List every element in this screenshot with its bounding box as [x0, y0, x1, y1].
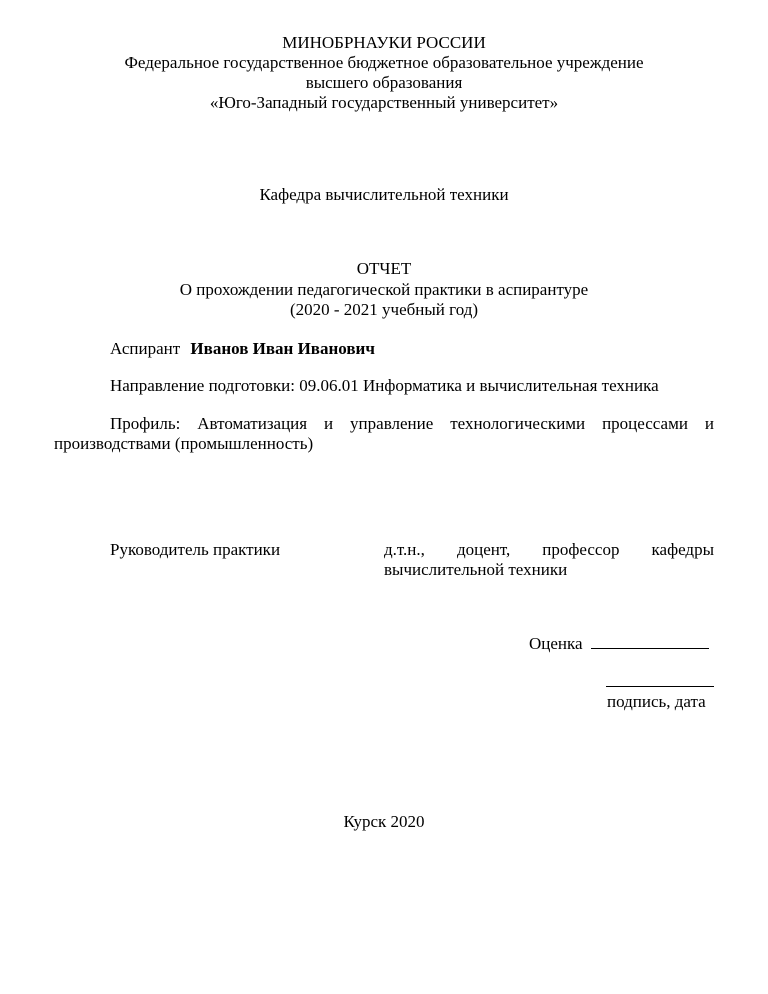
report-year: (2020 - 2021 учебный год) [289, 300, 479, 319]
student-name: Иванов Иван Иванович [190, 339, 375, 358]
supervisor-word: д.т.н., [384, 540, 425, 559]
supervisor-word: кафедры [651, 540, 714, 559]
signature-label: подпись, дата [607, 692, 706, 711]
city-year: Курск 2020 [343, 812, 425, 831]
university-name: «Юго-Западный государственный университет» [209, 93, 559, 112]
supervisor-label: Руководитель практики [110, 540, 281, 559]
report-subtitle: О прохождении педагогической практики в аспирантуре [179, 280, 589, 299]
profile-line-2: производствами (промышленность) [54, 434, 314, 453]
profile-word: и [704, 414, 714, 433]
profile-word: и [324, 414, 334, 433]
supervisor-word: профессор [542, 540, 620, 559]
student-label: Аспирант [110, 339, 181, 358]
institution-line-1: Федеральное государственное бюджетное образовательное учреждение [124, 53, 644, 72]
department-name: Кафедра вычислительной техники [259, 185, 509, 204]
profile-word: управление [350, 414, 434, 433]
profile-word: Профиль: [110, 414, 181, 433]
student-row [110, 339, 375, 359]
signature-blank-line [606, 686, 714, 687]
direction-line: Направление подготовки: 09.06.01 Информатика и вычислительная техника [110, 376, 659, 395]
report-title: ОТЧЕТ [356, 259, 412, 278]
supervisor-title-line-1 [384, 540, 714, 560]
profile-line-1 [110, 414, 714, 434]
ministry-line: МИНОБРНАУКИ РОССИИ [282, 33, 486, 52]
grade-row [529, 634, 709, 654]
grade-label: Оценка [529, 634, 583, 653]
grade-blank-line [591, 634, 709, 649]
supervisor-word: доцент, [456, 540, 511, 559]
profile-word: технологическими [450, 414, 586, 433]
profile-word: Автоматизация [197, 414, 308, 433]
institution-line-2: высшего образования [305, 73, 463, 92]
supervisor-title-line-2: вычислительной техники [384, 560, 568, 579]
profile-word: процессами [602, 414, 688, 433]
